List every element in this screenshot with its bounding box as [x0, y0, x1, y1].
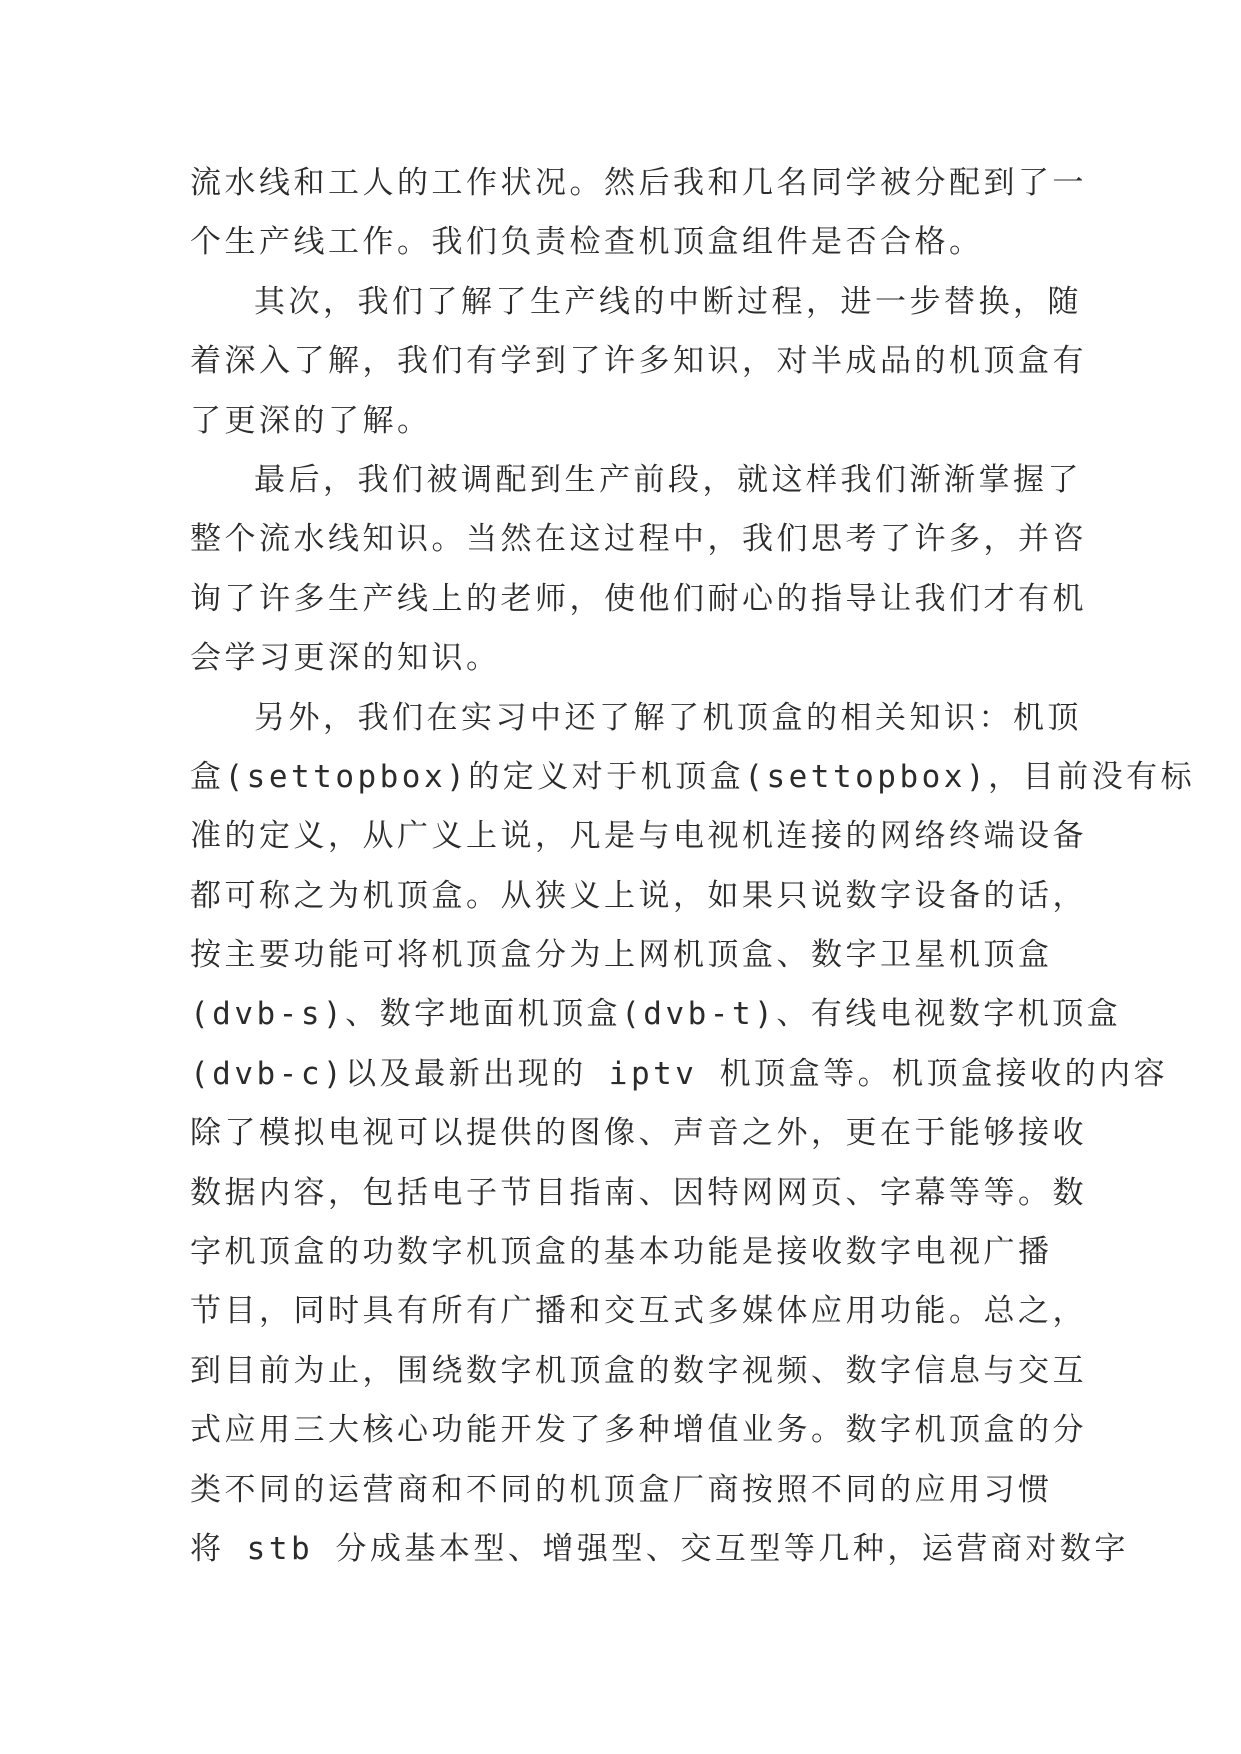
- text-line-20: 节目，同时具有所有广播和交互式多媒体应用功能。总之，: [190, 1293, 1087, 1330]
- text-line-3: 其次，我们了解了生产线的中断过程，进一步替换，随: [254, 283, 1082, 320]
- text-line-1: 流水线和工人的工作状况。然后我和几名同学被分配到了一: [190, 165, 1087, 201]
- text-line-2: 个生产线工作。我们负责检查机顶盒组件是否合格。: [190, 224, 984, 261]
- text-line-6: 最后，我们被调配到生产前段，就这样我们渐渐掌握了: [254, 461, 1082, 498]
- text-line-22: 式应用三大核心功能开发了多种增值业务。数字机顶盒的分: [190, 1412, 1087, 1449]
- text-line-8: 询了许多生产线上的老师，使他们耐心的指导让我们才有机: [190, 580, 1087, 617]
- text-line-17: 除了模拟电视可以提供的图像、声音之外，更在于能够接收: [190, 1115, 1087, 1152]
- text-line-19: 字机顶盒的功数字机顶盒的基本功能是接收数字电视广播: [190, 1234, 1053, 1271]
- text-line-18: 数据内容，包括电子节目指南、因特网网页、字幕等等。数: [190, 1174, 1087, 1211]
- text-line-12: 准的定义，从广义上说，凡是与电视机连接的网络终端设备: [190, 818, 1087, 855]
- text-line-16: (dvb-c)以及最新出现的 iptv 机顶盒等。机顶盒接收的内容: [190, 1055, 1169, 1092]
- text-line-23: 类不同的运营商和不同的机顶盒厂商按照不同的应用习惯: [190, 1471, 1053, 1508]
- text-line-4: 着深入了解，我们有学到了许多知识，对半成品的机顶盒有: [190, 343, 1087, 380]
- body-text: [190, 154, 1196, 1579]
- text-line-13: 都可称之为机顶盒。从狭义上说，如果只说数字设备的话，: [190, 877, 1087, 914]
- text-line-9: 会学习更深的知识。: [190, 640, 501, 677]
- text-line-21: 到目前为止，围绕数字机顶盒的数字视频、数字信息与交互: [190, 1352, 1087, 1389]
- text-line-14: 按主要功能可将机顶盒分为上网机顶盒、数字卫星机顶盒: [190, 937, 1053, 974]
- text-line-15: (dvb-s)、数字地面机顶盒(dvb-t)、有线电视数字机顶盒: [190, 996, 1122, 1033]
- text-line-24: 将 stb 分成基本型、增强型、交互型等几种，运营商对数字: [190, 1530, 1129, 1567]
- text-line-5: 了更深的了解。: [190, 402, 432, 439]
- text-line-7: 整个流水线知识。当然在这过程中，我们思考了许多，并咨: [190, 521, 1087, 558]
- text-line-11: 盒(settopbox)的定义对于机顶盒(settopbox)，目前没有标: [190, 758, 1196, 795]
- text-line-10: 另外，我们在实习中还了解了机顶盒的相关知识：机顶: [254, 699, 1082, 736]
